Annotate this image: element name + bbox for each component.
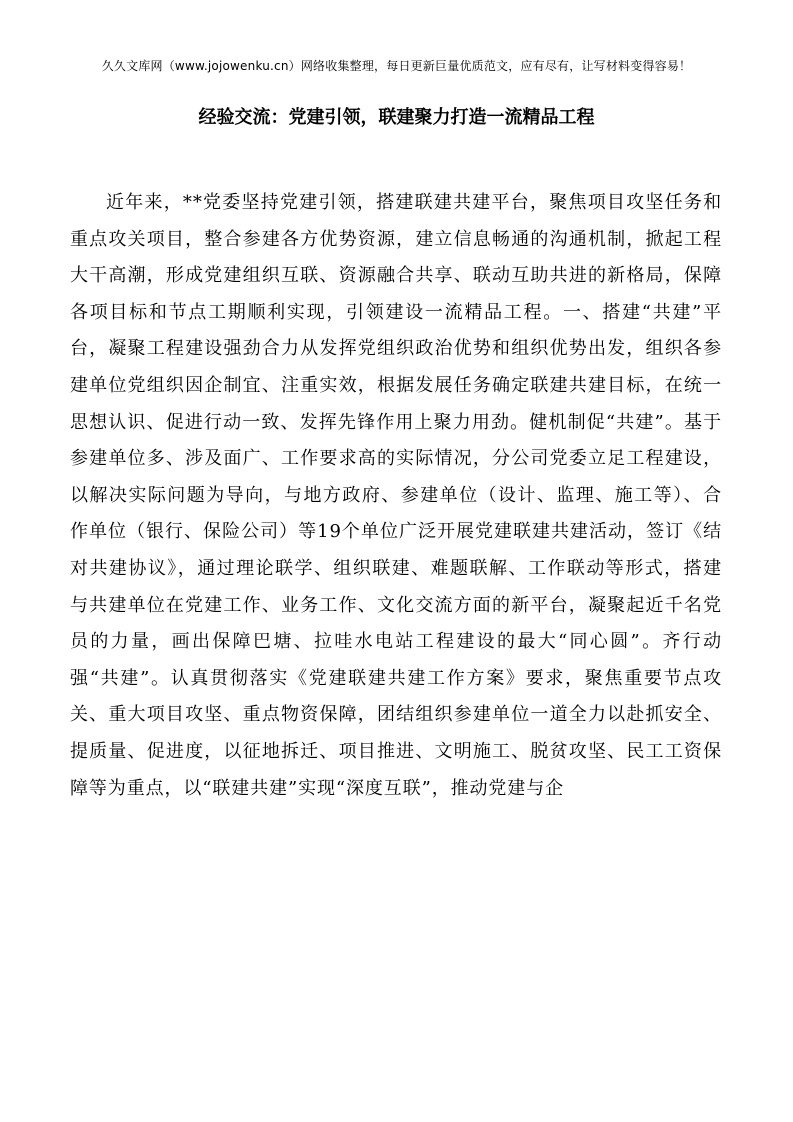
site-header-note: 久久文库网（www.jojowenku.cn）网络收集整理，每日更新巨量优质范文，应有尽有，让写材料变得容易！ [101, 59, 692, 73]
document-body-paragraph: 近年来，**党委坚持党建引领，搭建联建共建平台，聚焦项目攻坚任务和重点攻关项目，整合参建各方优势资源，建立信息畅通的沟通机制，掀起工程大干高潮，形成党建组织互联、资源融合共享、联动互助共进的新格局，保障各项目标和节点工期顺利实现，引领建设一流精品工程。一、搭建“共建”平台，凝聚工程建设强劲合力从发挥党组织政治优势和组织优势出发，组织各参建单位党组织因企制宜、注重实效，根据发展任务确定联建共建目标，在统一思想认识、促进行动一致、发挥先锋作用上聚力用劲。健机制促“共建”。基于参建单位多、涉及面广、工作要求高的实际情况，分公司党委立足工程建设，以解决实际问题为导向，与地方政府、参建单位（设计、监理、施工等）、合作单位（银行、保险公司）等19个单位广泛开展党建联建共建活动，签订《结对共建协议》，通过理论联学、组织联建、难题联解、工作联动等形式，搭建与共建单位在党建工作、业务工作、文化交流方面的新平台，凝聚起近千名党员的力量，画出保障巴塘、拉哇水电站工程建设的最大“同心圆”。齐行动强“共建”。认真贯彻落实《党建联建共建工作方案》要求，聚焦重要节点攻关、重大项目攻坚、重点物资保障，团结组织参建单位一道全力以赴抓安全、提质量、促进度，以征地拆迁、项目推进、文明施工、脱贫攻坚、民工工资保障等为重点，以“联建共建”实现“深度互联”，推动党建与企 [70, 192, 722, 799]
document-title: 经验交流：党建引领，联建聚力打造一流精品工程 [198, 107, 595, 128]
